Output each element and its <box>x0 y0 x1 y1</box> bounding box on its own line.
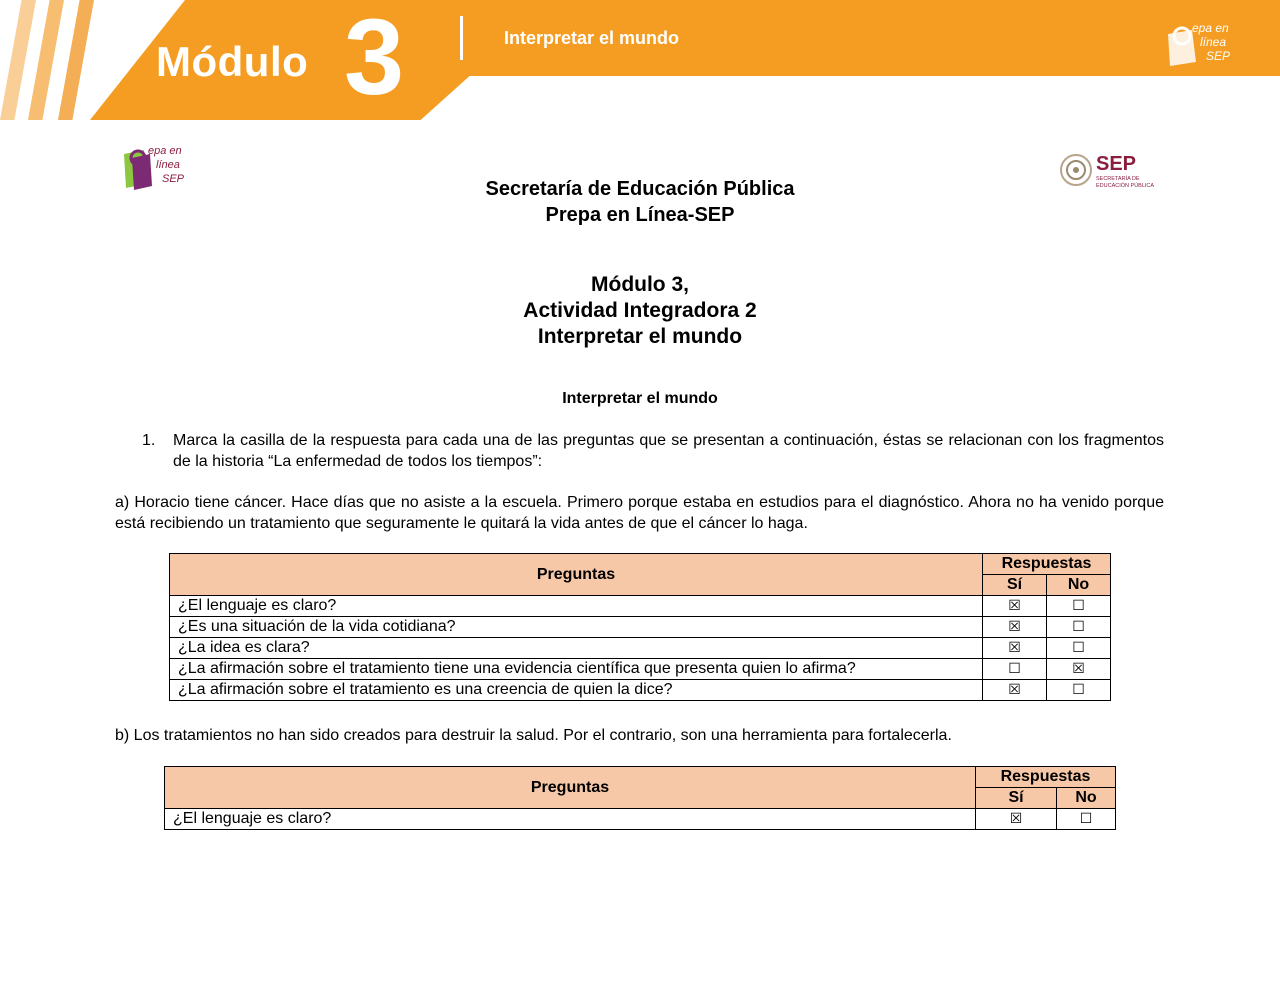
institution-title <box>0 176 1280 228</box>
table-row <box>170 659 1111 680</box>
activity-title <box>0 272 1280 350</box>
header-si: Sí <box>976 788 1057 809</box>
module-word: Módulo <box>156 38 309 85</box>
table-row <box>170 680 1111 701</box>
header-si: Sí <box>983 575 1047 596</box>
answer-checkbox-no[interactable]: ☐ <box>1047 617 1111 638</box>
svg-text:epa en: epa en <box>1192 21 1229 35</box>
answer-checkbox-no[interactable]: ☐ <box>1047 680 1111 701</box>
answer-checkbox-si[interactable]: ☒ <box>983 680 1047 701</box>
header-no: No <box>1057 788 1116 809</box>
answer-checkbox-no[interactable]: ☐ <box>1057 809 1116 830</box>
svg-text:EDUCACIÓN PÚBLICA: EDUCACIÓN PÚBLICA <box>1096 183 1155 189</box>
module-number: 3 <box>344 0 405 117</box>
question-cell: ¿La idea es clara? <box>170 638 983 659</box>
prepa-logo-white-icon <box>1162 16 1232 68</box>
banner-divider <box>460 16 463 60</box>
answer-checkbox-no[interactable]: ☒ <box>1047 659 1111 680</box>
header-preguntas: Preguntas <box>165 767 976 809</box>
banner-stripe <box>28 0 64 120</box>
section-title: Interpretar el mundo <box>562 390 718 407</box>
questions-table-b <box>164 766 1116 830</box>
topic-label: Interpretar el mundo <box>537 325 743 348</box>
answer-checkbox-si[interactable]: ☒ <box>976 809 1057 830</box>
svg-text:línea: línea <box>1200 35 1227 49</box>
answer-checkbox-no[interactable]: ☐ <box>1047 638 1111 659</box>
table-row <box>170 617 1111 638</box>
svg-text:línea: línea <box>156 159 180 171</box>
program-name: Prepa en Línea-SEP <box>545 204 735 226</box>
question-cell: ¿Es una situación de la vida cotidiana? <box>170 617 983 638</box>
activity-label: Actividad Integradora 2 <box>523 299 757 322</box>
instruction-number: 1. <box>142 432 156 449</box>
header-respuestas: Respuestas <box>983 554 1111 575</box>
module-label: Módulo 3, <box>591 273 689 296</box>
banner-stripe <box>58 0 94 120</box>
question-cell: ¿La afirmación sobre el tratamiento es una creencia de quien la dice? <box>170 680 983 701</box>
institution-name: Secretaría de Educación Pública <box>485 178 795 200</box>
questions-table-a <box>169 553 1111 701</box>
header-respuestas: Respuestas <box>976 767 1116 788</box>
answer-checkbox-no[interactable]: ☐ <box>1047 596 1111 617</box>
instruction-text: Marca la casilla de la respuesta para cada una de las preguntas que se presentan a continuación, éstas se relacionan con los fragmentos de la historia “La enfermedad de todos los tiempos”: <box>173 432 1164 470</box>
svg-text:SEP: SEP <box>162 173 185 185</box>
question-cell: ¿La afirmación sobre el tratamiento tiene una evidencia científica que presenta quien lo afirma? <box>170 659 983 680</box>
module-banner <box>0 0 1280 122</box>
question-cell: ¿El lenguaje es claro? <box>165 809 976 830</box>
table-row <box>165 809 1116 830</box>
answer-checkbox-si[interactable]: ☒ <box>983 596 1047 617</box>
header-preguntas: Preguntas <box>170 554 983 596</box>
svg-text:epa en: epa en <box>148 145 182 157</box>
header-no: No <box>1047 575 1111 596</box>
fragment-b: b) Los tratamientos no han sido creados para destruir la salud. Por el contrario, son una herramienta para fortalecerla. <box>115 727 952 744</box>
instruction-item <box>142 430 1164 472</box>
svg-text:SEP: SEP <box>1206 49 1231 63</box>
answer-checkbox-si[interactable]: ☒ <box>983 617 1047 638</box>
question-cell: ¿El lenguaje es claro? <box>170 596 983 617</box>
answer-checkbox-si[interactable]: ☒ <box>983 638 1047 659</box>
answer-checkbox-si[interactable]: ☐ <box>983 659 1047 680</box>
fragment-a: a) Horacio tiene cáncer. Hace días que no asiste a la escuela. Primero porque estaba en estudios para el diagnóstico. Ahora no ha venido porque está recibiendo un tratamiento que seguramente le quitará la vida antes de que el cáncer lo haga. <box>115 494 1164 532</box>
table-row <box>170 596 1111 617</box>
banner-subtitle: Interpretar el mundo <box>504 28 680 48</box>
svg-text:SECRETARÍA DE: SECRETARÍA DE <box>1096 176 1140 182</box>
table-row <box>170 638 1111 659</box>
svg-text:SEP: SEP <box>1096 153 1137 175</box>
banner-stripe <box>0 0 36 120</box>
